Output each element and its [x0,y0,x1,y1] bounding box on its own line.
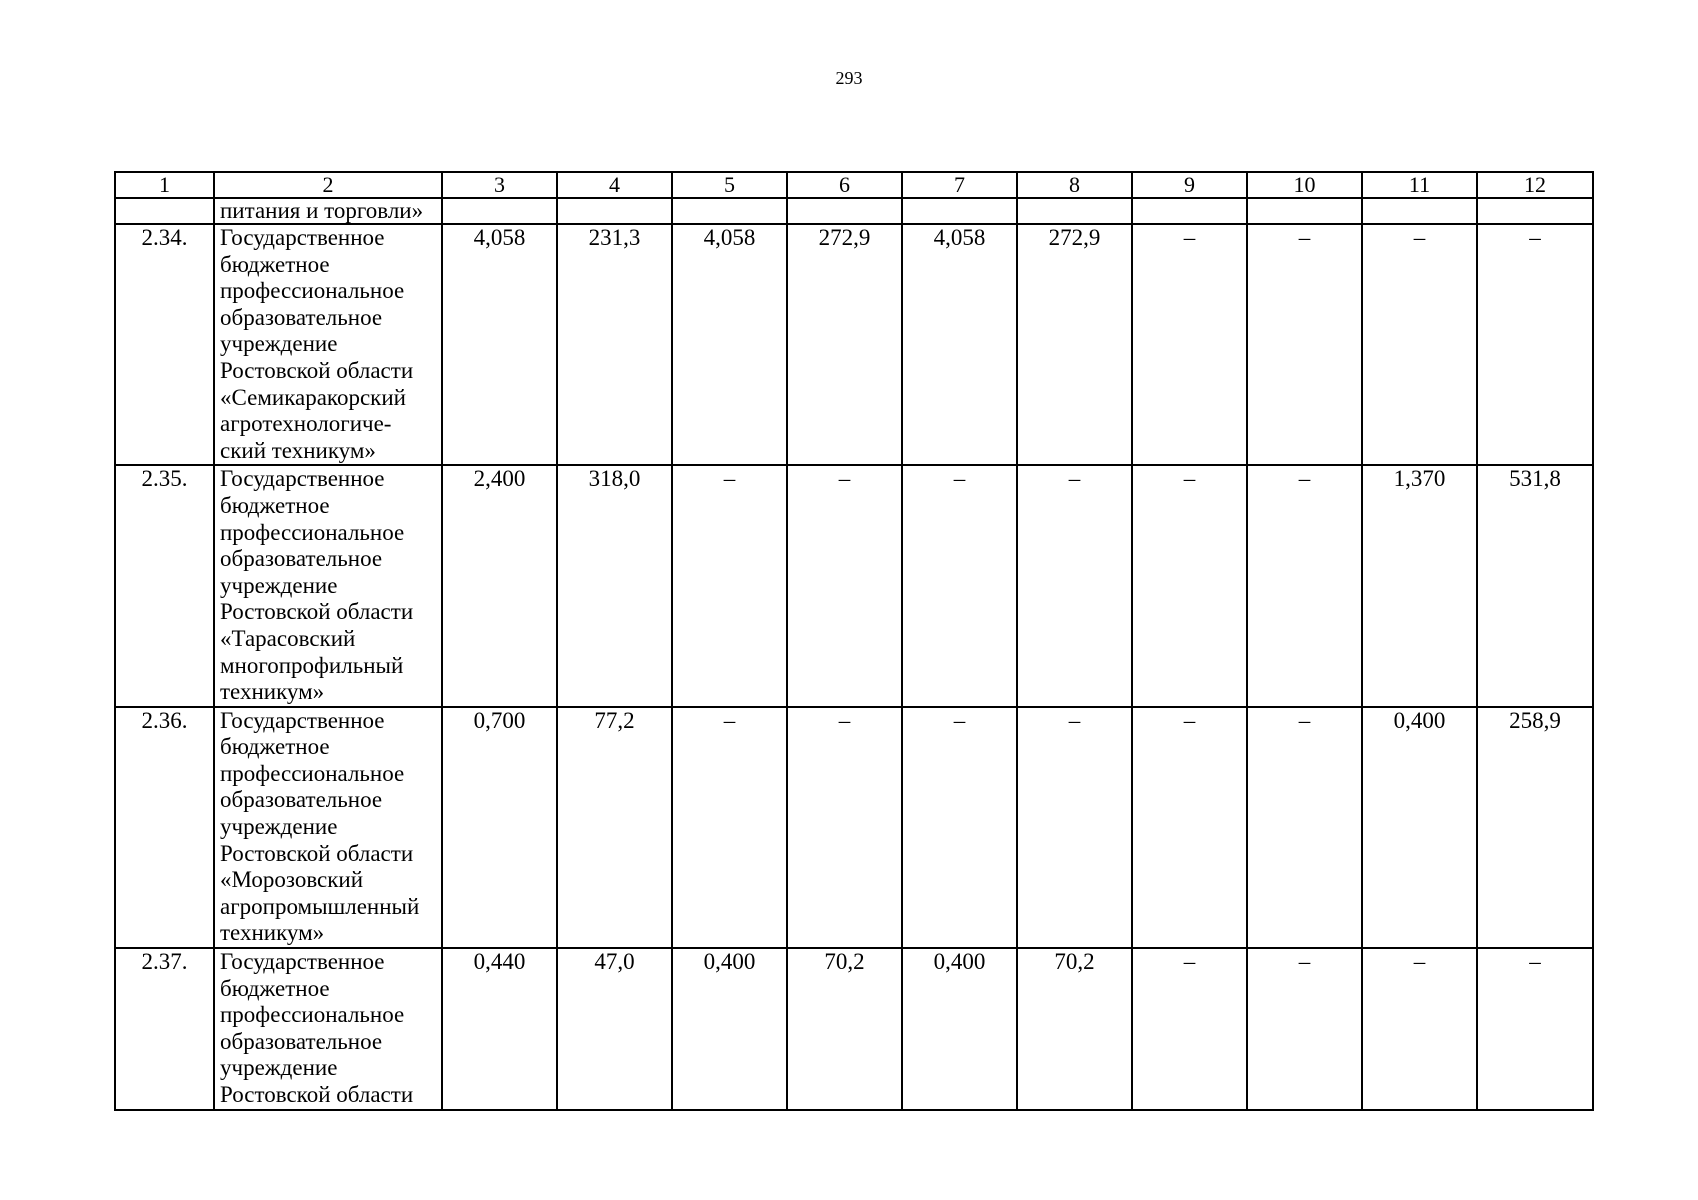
value-cell: – [1132,224,1247,465]
table-row [115,465,1593,706]
institution-name-line: Ростовской области [220,599,414,625]
institution-name-line: Государственное [220,225,385,250]
value-cell: 258,9 [1477,707,1593,948]
value-cell: 77,2 [557,707,672,948]
institution-name-line: учреждение [220,1055,338,1081]
institution-name-cell [214,707,442,948]
column-number-cell: 4 [557,172,672,198]
value-cell: 318,0 [557,465,672,706]
institution-name-cell [214,948,442,1110]
table-row [115,707,1593,948]
institution-name-line: образовательное [220,546,383,572]
value-cell: – [787,465,902,706]
value-cell: 4,058 [902,224,1017,465]
value-cell: 47,0 [557,948,672,1110]
value-cell: 0,400 [902,948,1017,1110]
institution-name-line: Ростовской области [220,1082,414,1107]
column-number-cell: 9 [1132,172,1247,198]
institution-name-line: образовательное [220,304,383,330]
institution-name-line: Государственное [220,949,385,975]
institution-name-line: агротехнологиче- [220,411,392,437]
value-cell: 70,2 [1017,948,1132,1110]
data-table [114,171,1594,1111]
institution-name-line: бюджетное [220,251,330,277]
continuation-text: питания и торговли» [214,198,442,224]
page-number: 293 [835,68,863,88]
column-number-cell: 12 [1477,172,1593,198]
empty-cell [672,198,787,224]
institution-name-line: профессиональное [220,1002,405,1028]
institution-name-line: техникум» [220,679,325,705]
institution-name-line: образовательное [220,1028,383,1054]
row-number-cell: 2.36. [115,707,214,948]
value-cell: 1,370 [1362,465,1477,706]
column-number-cell: 10 [1247,172,1362,198]
institution-name-line: Ростовской области [220,357,414,383]
institution-name-line: «Морозовский [220,867,364,893]
value-cell: 70,2 [787,948,902,1110]
value-cell: – [1247,707,1362,948]
column-number-row [115,172,1593,198]
value-cell: – [1132,465,1247,706]
value-cell: – [1247,465,1362,706]
column-number-cell: 5 [672,172,787,198]
value-cell: – [1017,465,1132,706]
empty-cell [442,198,557,224]
value-cell: – [1477,224,1593,465]
institution-name-line: профессиональное [220,278,405,304]
institution-name-cell [214,465,442,706]
empty-cell [1362,198,1477,224]
value-cell: 4,058 [442,224,557,465]
value-cell: 4,058 [672,224,787,465]
row-number-cell: 2.37. [115,948,214,1110]
value-cell: – [1132,707,1247,948]
value-cell: 272,9 [1017,224,1132,465]
value-cell: – [672,465,787,706]
institution-name-line: бюджетное [220,492,330,518]
column-number-cell: 3 [442,172,557,198]
institution-name-line: учреждение [220,572,338,598]
column-number-cell: 6 [787,172,902,198]
institution-name-line: образовательное [220,787,383,813]
institution-name-line: бюджетное [220,734,330,760]
institution-name-line: профессиональное [220,760,405,786]
column-number-cell: 7 [902,172,1017,198]
value-cell: 231,3 [557,224,672,465]
empty-cell [902,198,1017,224]
empty-cell [115,198,214,224]
value-cell: 0,400 [672,948,787,1110]
table-body [115,172,1593,1110]
institution-name-line: техникум» [220,920,325,946]
value-cell: 531,8 [1477,465,1593,706]
value-cell: – [787,707,902,948]
column-number-cell: 8 [1017,172,1132,198]
institution-name-line: учреждение [220,331,338,357]
value-cell: – [1247,224,1362,465]
institution-name-line: агропромышленный [220,893,420,919]
continuation-row [115,198,1593,224]
institution-name-line: Государственное [220,466,385,492]
value-cell: 0,440 [442,948,557,1110]
row-number-cell: 2.35. [115,465,214,706]
column-number-cell: 11 [1362,172,1477,198]
column-number-cell: 2 [214,172,442,198]
value-cell: – [902,465,1017,706]
empty-cell [1132,198,1247,224]
value-cell: – [1132,948,1247,1110]
empty-cell [1477,198,1593,224]
value-cell: – [1247,948,1362,1110]
value-cell: – [1362,948,1477,1110]
empty-cell [787,198,902,224]
value-cell: – [902,707,1017,948]
institution-name-line: Ростовской области [220,840,414,866]
institution-name-line: «Тарасовский [220,625,356,651]
value-cell: – [1017,707,1132,948]
institution-name-line: бюджетное [220,975,330,1001]
table-row [115,948,1593,1110]
column-number-cell: 1 [115,172,214,198]
value-cell: 272,9 [787,224,902,465]
institution-name-line: многопрофильный [220,652,404,678]
value-cell: 0,400 [1362,707,1477,948]
value-cell: 0,700 [442,707,557,948]
value-cell: – [1477,948,1593,1110]
value-cell: – [672,707,787,948]
empty-cell [1247,198,1362,224]
table-row [115,224,1593,465]
empty-cell [557,198,672,224]
institution-name-line: ский техникум» [220,437,376,463]
institution-name-line: «Семикаракорский [220,384,406,410]
row-number-cell: 2.34. [115,224,214,465]
institution-name-line: Государственное [220,707,385,733]
value-cell: – [1362,224,1477,465]
institution-name-line: профессиональное [220,519,405,545]
empty-cell [1017,198,1132,224]
institution-name-line: учреждение [220,814,338,840]
institution-name-cell [214,224,442,465]
value-cell: 2,400 [442,465,557,706]
